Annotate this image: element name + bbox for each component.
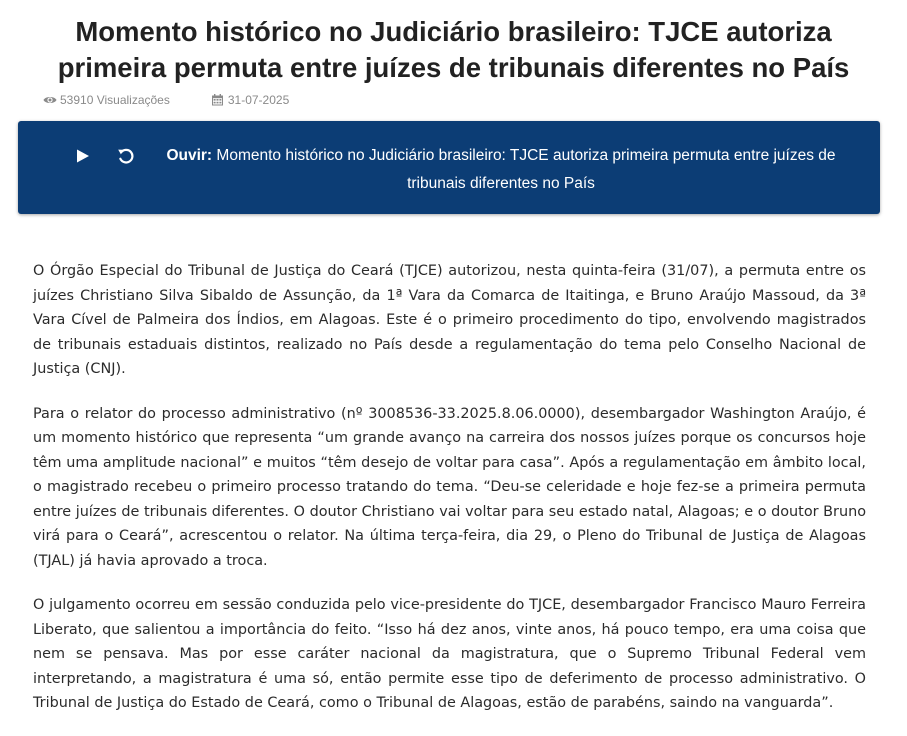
- article-paragraph: O julgamento ocorreu em sessão conduzida pelo vice-presidente do TJCE, desembargador Francisco Mauro Ferreira Liberato, que salientou a importância do feito. “Isso há dez anos, vinte anos, há pouco tempo, era uma coisa que nem se pensava. Mas por esse caráter nacional da magistratura, que o Supremo Tribunal Federal vem interpretando, a magistratura é uma só, então permite esse tipo de deferimento de processo administrativo. O Tribunal de Justiça do Estado de Ceará, como o Tribunal de Alagoas, estão de parabéns, saindo na vanguarda”.: [33, 597, 866, 711]
- listen-label: Ouvir:: [166, 147, 217, 164]
- calendar-icon: [211, 94, 225, 106]
- article-paragraph: O Órgão Especial do Tribunal de Justiça do Ceará (TJCE) autorizou, nesta quinta-feira (31/07), a permuta entre os juízes Christiano Silva Sibaldo de Assunção, da 1ª Vara da Comarca de Itaitinga, e Bruno Araújo Massoud, da 3ª Vara Cível de Palmeira dos Índios, em Alagoas. Este é o primeiro procedimento do tipo, envolvendo magistrados de tribunais estaduais distintos, realizado no País desde a regulamentação do tema pelo Conselho Nacional de Justiça (CNJ).: [33, 263, 866, 377]
- replay-icon[interactable]: [116, 146, 136, 166]
- views-count: [43, 93, 170, 107]
- audio-player: [18, 121, 880, 214]
- article-paragraph: Para o relator do processo administrativo (nº 3008536-33.2025.8.06.0000), desembargador Washington Araújo, é um momento histórico que representa “um grande avanço na carreira dos nossos juízes porque os concursos hoje têm uma amplitude nacional” e muitos “têm desejo de voltar para casa”. Após a regulamentação em âmbito local, o magistrado recebeu o primeiro processo tratando do tema. “Deu-se celeridade e hoje fez-se a primeira permuta entre juízes de tribunais diferentes. O doutor Christiano vai voltar para seu estado natal, Alagoas; e o doutor Bruno virá para o Ceará”, acrescentou o relator. Na última terça-feira, dia 29, o Pleno do Tribunal de Justiça de Alagoas (TJAL) já havia aprovado a troca.: [33, 405, 866, 569]
- page-title: Momento histórico no Judiciário brasileiro: TJCE autoriza primeira permuta entre juízes de tribunais diferentes no País: [57, 16, 850, 83]
- article-meta: [43, 91, 289, 109]
- eye-icon: [43, 94, 57, 106]
- player-caption: [146, 142, 856, 198]
- play-button[interactable]: [74, 147, 92, 165]
- article-body: [33, 259, 866, 736]
- date-text: 31-07-2025: [227, 93, 290, 107]
- views-text: 53910 Visualizações: [60, 93, 170, 107]
- player-title: Momento histórico no Judiciário brasileiro: TJCE autoriza primeira permuta entre juízes de tribunais diferentes no País: [216, 147, 836, 192]
- replay-button[interactable]: [116, 146, 136, 166]
- publish-date: [211, 93, 289, 107]
- play-icon[interactable]: [74, 147, 92, 165]
